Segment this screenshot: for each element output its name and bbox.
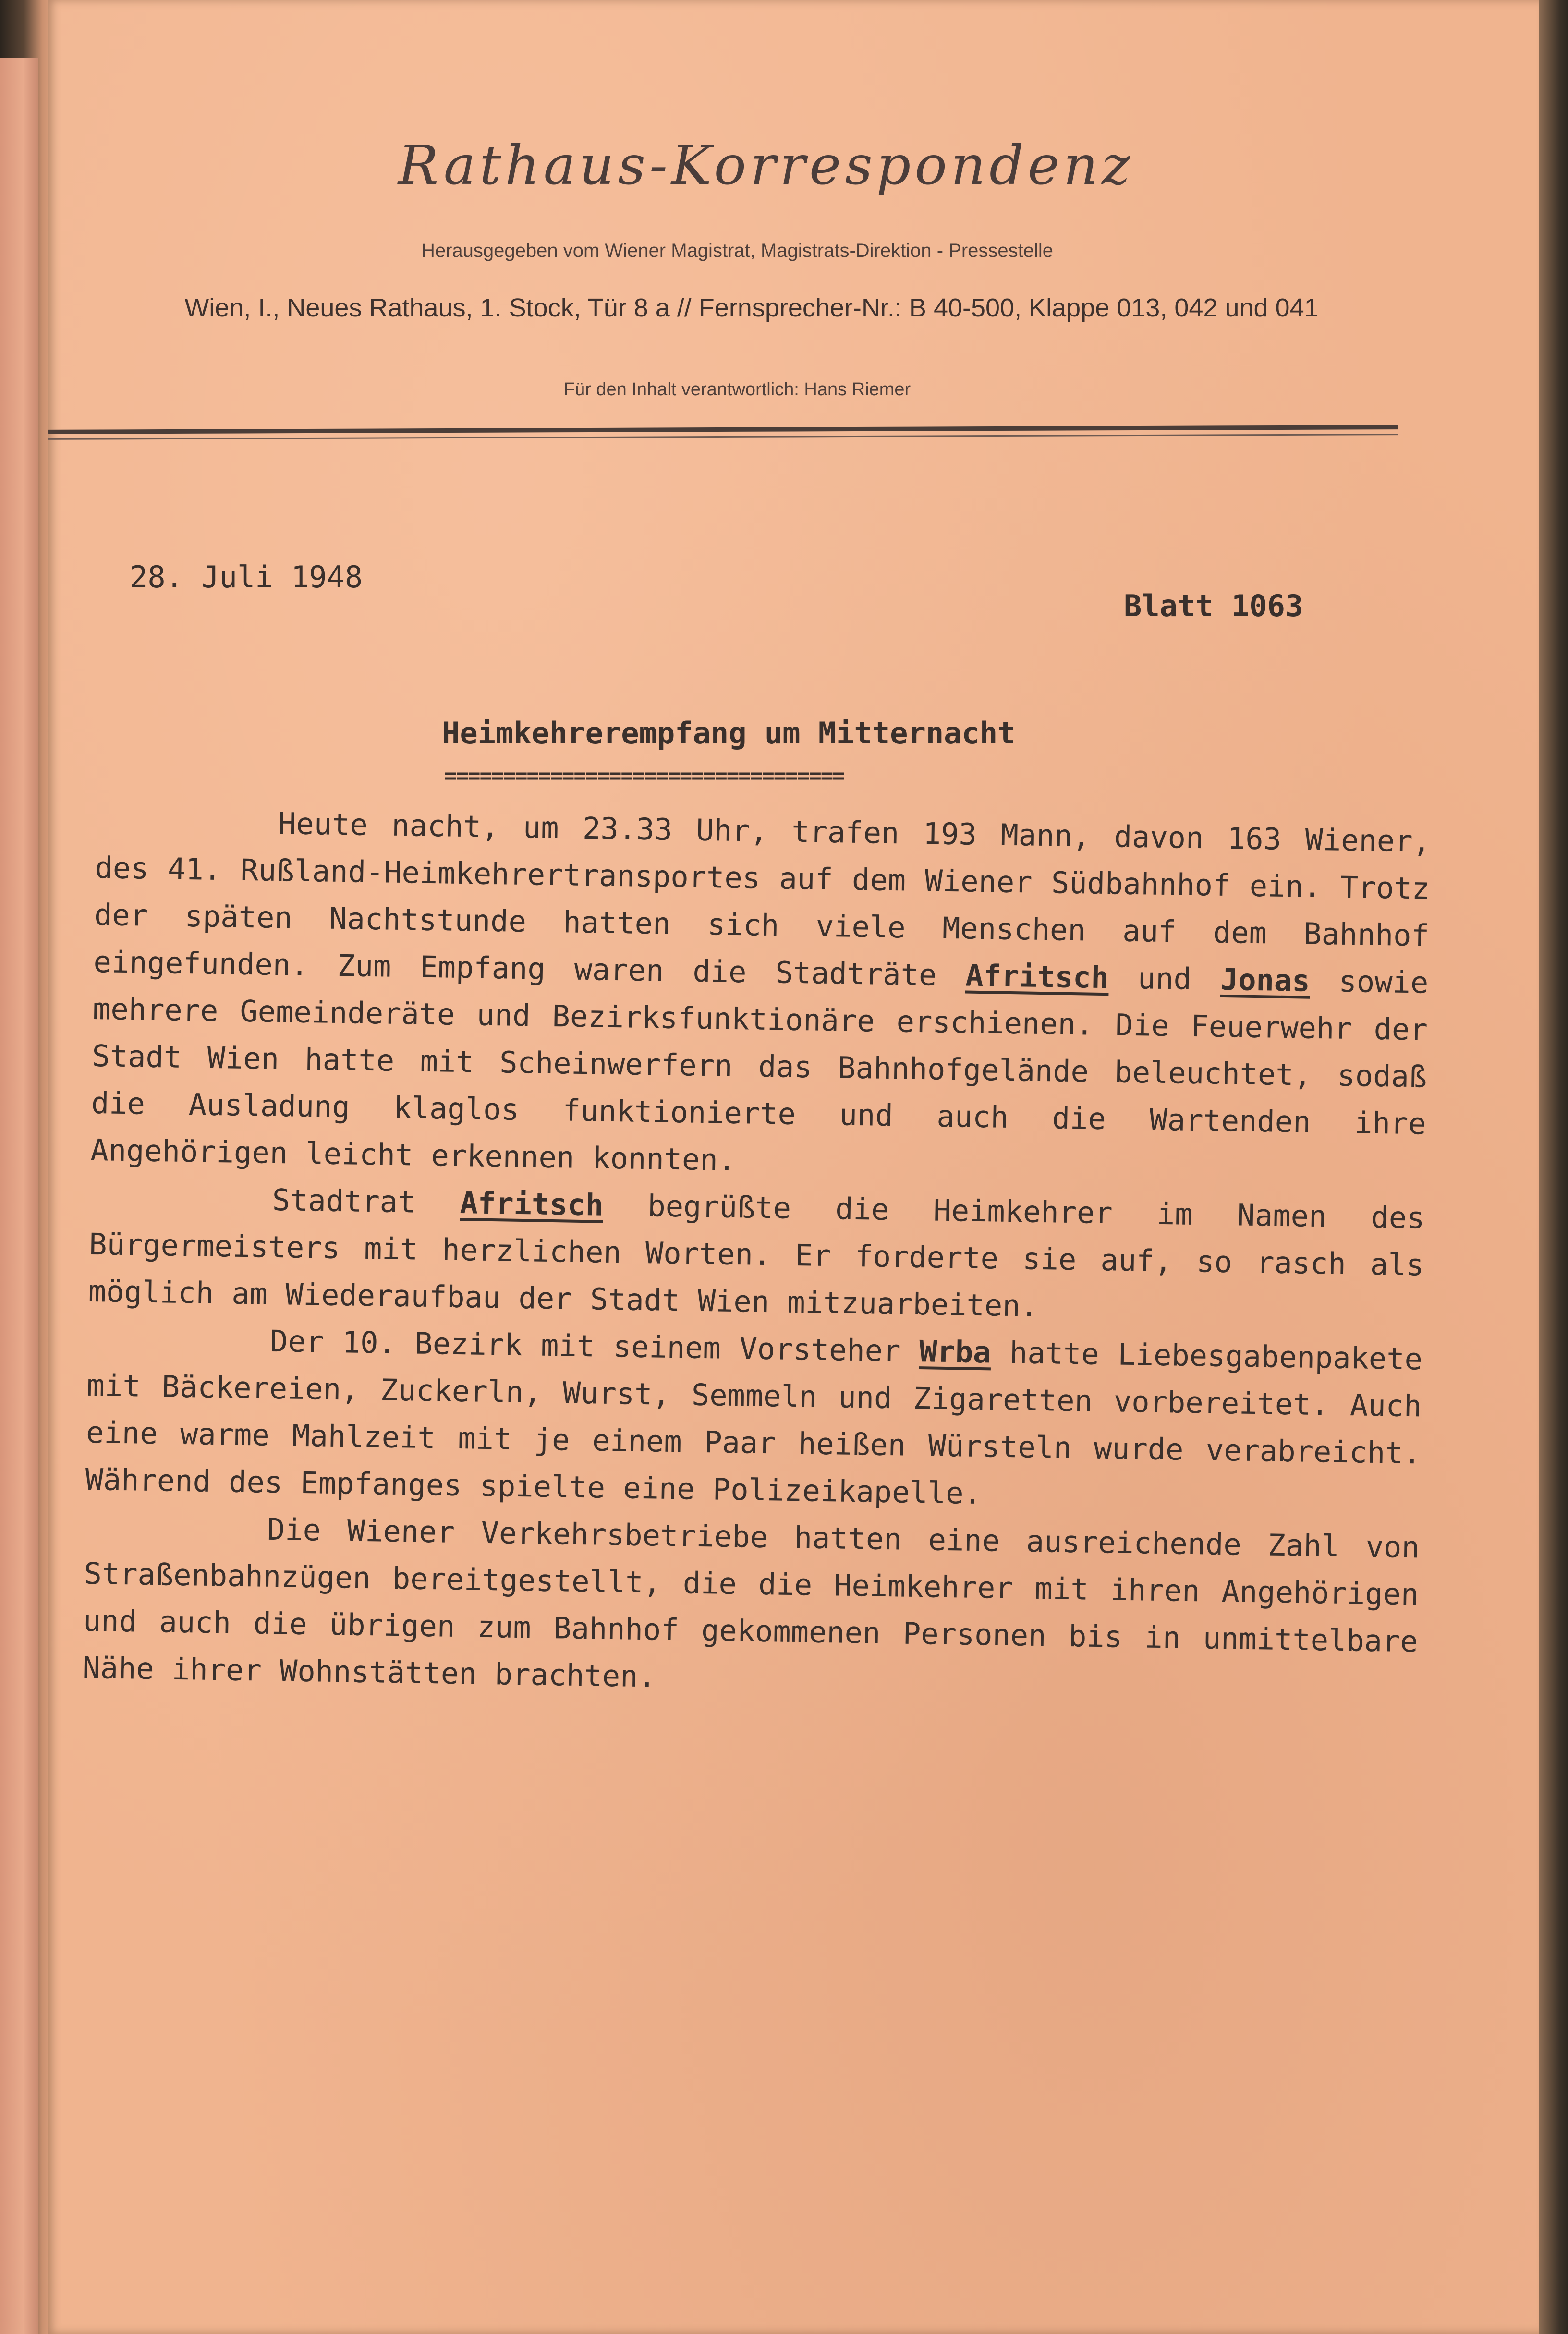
paragraph-2-text-b: begrüßte die Heimkehrer im Namen des Bürgermeisters mit herzlichen Worten. Er forderte sie auf, so rasch als möglich am Wiederaufbau der Stadt Wien mitzuarbeiten. [88,1187,1425,1324]
paragraph-2-text-a: Stadtrat [272,1182,461,1221]
headline-double-underline: ================================== [444,764,844,788]
masthead-divider [48,425,1398,434]
name-jonas: Jonas [1220,961,1311,998]
paragraph-1-text-c: sowie mehrere Gemeinderäte und Bezirksfunktionäre erschienen. Die Feuerwehr der Stadt Wien hatte mit Scheinwerfern das Bahnhofgelände beleuchtet, sodaß die Ausladung klaglos funktionierte und auch die Wartenden ihre Angehörigen leicht erkennen konnten. [90,963,1429,1178]
masthead-responsible: Für den Inhalt verantwortlich: Hans Riemer [563,379,911,400]
article-headline: Heimkehrerempfang um Mitternacht [442,716,1016,751]
page-right-edge [1539,0,1568,2334]
name-afritsch: Afritsch [965,958,1109,996]
paragraph-3-text-b: hatte Liebesgabenpakete mit Bäckereien, Zuckerln, Wurst, Semmeln und Zigaretten vorbereitet. Auch eine warme Mahlzeit mit je einem Paar heißen Würsteln wurde verabreicht. Während des Empfanges spielte eine Polizeikapelle. [85,1335,1423,1511]
masthead [48,134,1542,400]
paragraph-2 [88,1174,1425,1336]
paragraph-4 [82,1503,1420,1713]
paragraph-1-text-a: Heute nacht, um 23.33 Uhr, trafen 193 Mann, davon 163 Wiener, des 41. Rußland-Heimkehrertransportes auf dem Wiener Südbahnhof ein. Trotz der späten Nachtstunde hatten sich viele Menschen auf dem Bahnhof eingefunden. Zum Empfang waren die Stadträte [93,805,1431,993]
paragraph-3 [85,1315,1423,1524]
masthead-address: Wien, I., Neues Rathaus, 1. Stock, Tür 8 a // Fernsprecher-Nr.: B 40-500, Klappe 013, 042 und 041 [184,293,1319,322]
name-wrba: Wrba [919,1334,992,1370]
paragraph-3-text-a: Der 10. Bezirk mit seinem Vorsteher [269,1323,920,1369]
sheet-number: Blatt 1063 [1124,588,1303,623]
masthead-publisher: Herausgegeben vom Wiener Magistrat, Magistrats-Direktion - Pressestelle [421,240,1054,261]
article-body [82,797,1431,1712]
document-page [48,0,1542,2334]
masthead-title: Rathaus-Korrespondenz [398,134,1134,197]
masthead-divider-thin [48,434,1398,440]
paragraph-1-text-b: und [1108,960,1221,997]
document-date: 28. Juli 1948 [130,559,363,595]
paragraph-1 [90,797,1431,1195]
paragraph-4-text: Die Wiener Verkehrsbetriebe hatten eine ausreichende Zahl von Straßenbahnzügen bereitgestellt, die die Heimkehrer mit ihren Angehörigen und auch die übrigen zum Bahnhof gekommenen Personen bis in unmittelbare Nähe ihrer Wohnstätten brachten. [82,1511,1420,1694]
name-afritsch-2: Afritsch [460,1185,604,1223]
